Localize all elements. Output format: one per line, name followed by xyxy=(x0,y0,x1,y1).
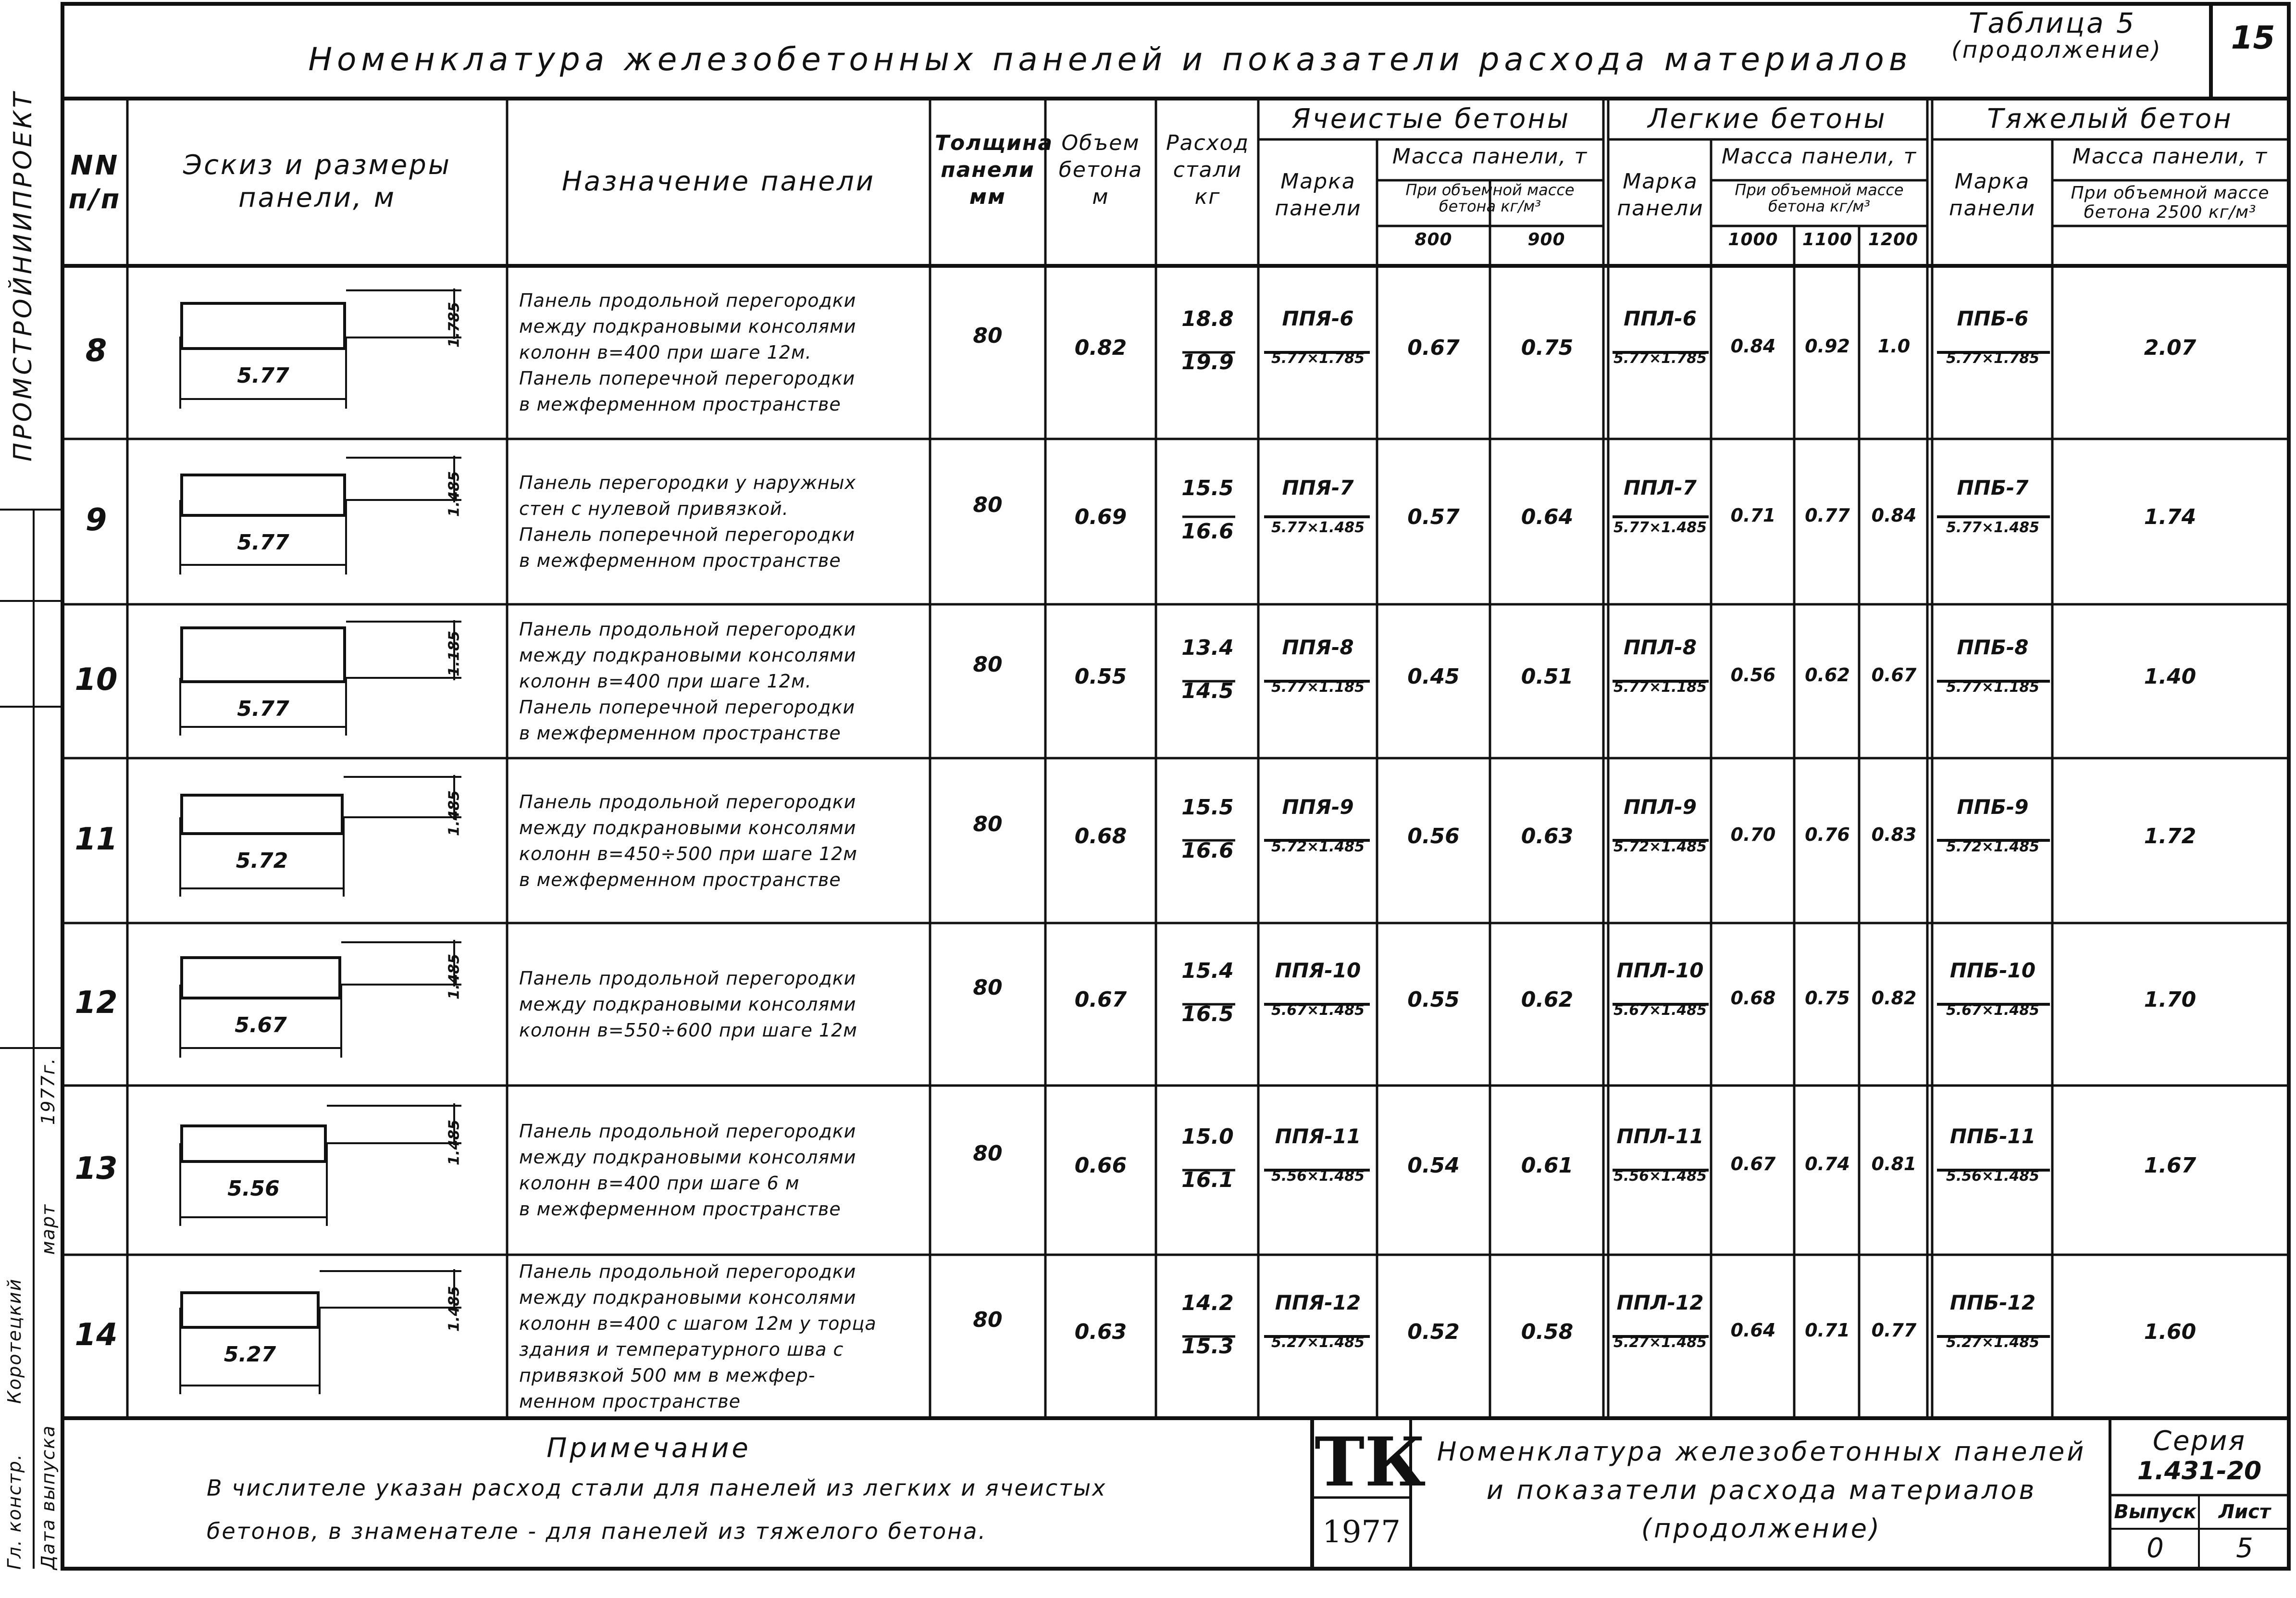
mass-900: 0.63 xyxy=(1521,824,1574,849)
cellular-dims: 5.72×1.485 xyxy=(1271,838,1365,855)
mass-1200: 0.83 xyxy=(1871,824,1917,845)
col-header-steel: Расход стали кг xyxy=(1166,131,1250,209)
cellular-mark: ППЯ-9 xyxy=(1282,795,1354,819)
light-mark: ППЛ-11 xyxy=(1616,1124,1704,1148)
concrete-volume: 0.68 xyxy=(1074,824,1127,849)
sheet-label: Лист xyxy=(2218,1501,2271,1523)
light-mark: ППЛ-8 xyxy=(1624,636,1697,659)
heavy-mark: ППБ-7 xyxy=(1957,476,2029,499)
sheet-number: 15 xyxy=(2231,19,2275,56)
steel-light: 15.5 xyxy=(1181,476,1234,500)
table-label xyxy=(1951,7,2162,63)
panel-sketch xyxy=(180,474,346,517)
steel-heavy: 16.1 xyxy=(1181,1168,1234,1192)
person-name: Коротецкий xyxy=(4,1278,25,1404)
mass-1000: 0.64 xyxy=(1730,1320,1776,1341)
purpose-line: стен с нулевой привязкой. xyxy=(519,498,789,519)
mass-900: 0.75 xyxy=(1521,336,1574,360)
concrete-volume: 0.82 xyxy=(1074,336,1127,360)
series-label: Серия xyxy=(2152,1425,2246,1457)
table-number: Таблица 5 xyxy=(1969,7,2136,39)
col-header-800: 800 xyxy=(1415,230,1452,250)
mass-900: 0.61 xyxy=(1521,1153,1574,1178)
concrete-volume: 0.63 xyxy=(1074,1320,1127,1344)
mass-1100: 0.71 xyxy=(1805,1320,1850,1341)
purpose-line: колонн в=550÷600 при шаге 12м xyxy=(519,1020,857,1041)
purpose-line: Панель поперечной перегородки xyxy=(519,524,856,545)
panel-thickness: 80 xyxy=(973,493,1003,517)
panel-thickness: 80 xyxy=(973,975,1003,1000)
col-header-sketch: Эскиз и размеры панели, м xyxy=(183,150,451,213)
purpose-line: между подкрановыми консолями xyxy=(519,1147,856,1168)
steel-light: 18.8 xyxy=(1181,307,1234,331)
panel-height: 1.485 xyxy=(446,471,463,517)
stamp-title-line-2: и показатели расхода материалов xyxy=(1486,1475,2037,1505)
note-title: Примечание xyxy=(546,1433,751,1464)
stamp-title-line-3: (продолжение) xyxy=(1641,1513,1882,1544)
series-code: 1.431-20 xyxy=(2137,1457,2262,1486)
mass-1200: 0.82 xyxy=(1871,987,1917,1009)
mass-900: 0.64 xyxy=(1521,505,1574,529)
steel-heavy: 14.5 xyxy=(1181,679,1234,703)
steel-light: 15.4 xyxy=(1181,959,1234,983)
mass-1000: 0.84 xyxy=(1730,336,1776,357)
cellular-mark: ППЯ-7 xyxy=(1282,476,1354,499)
purpose-line: в межферменном пространстве xyxy=(519,723,841,744)
release-date-label: Дата выпуска xyxy=(37,1424,59,1570)
concrete-volume: 0.55 xyxy=(1074,664,1127,689)
panel-sketch xyxy=(180,794,344,835)
steel-light: 15.0 xyxy=(1181,1124,1234,1149)
panel-height: 1.785 xyxy=(446,302,463,348)
mass-1200: 0.77 xyxy=(1871,1320,1917,1341)
col-header-1000: 1000 xyxy=(1728,230,1778,250)
row-number: 13 xyxy=(74,1151,118,1186)
purpose-line: Панель продольной перегородки xyxy=(519,290,856,311)
purpose-line: Панель поперечной перегородки xyxy=(519,368,856,389)
mass-1000: 0.67 xyxy=(1730,1153,1776,1174)
mass-1200: 1.0 xyxy=(1877,336,1911,357)
mass-900: 0.58 xyxy=(1521,1320,1574,1344)
purpose-line: колонн в=400 с шагом 12м у торца xyxy=(519,1313,877,1334)
panel-height: 1.485 xyxy=(446,790,463,836)
purpose-line: между подкрановыми консолями xyxy=(519,645,856,666)
panel-length: 5.77 xyxy=(237,530,289,555)
col-header-heavy-mark: Марка панели xyxy=(1948,169,2036,221)
heavy-mark: ППБ-10 xyxy=(1949,959,2036,982)
col-header-cell-mass: Масса панели, т xyxy=(1392,144,1588,169)
panel-thickness: 80 xyxy=(973,811,1003,836)
steel-light: 14.2 xyxy=(1181,1291,1234,1315)
purpose-line: Панель продольной перегородки xyxy=(519,619,856,640)
mass-1100: 0.77 xyxy=(1805,505,1850,526)
panel-thickness: 80 xyxy=(973,652,1003,677)
heavy-mark: ППБ-8 xyxy=(1957,636,2029,659)
purpose-line: колонн в=400 при шаге 12м. xyxy=(519,671,812,692)
purpose-line: в межферменном пространстве xyxy=(519,550,841,571)
purpose-line: колонн в=400 при шаге 12м. xyxy=(519,342,812,363)
heavy-dims: 5.72×1.485 xyxy=(1946,838,2040,855)
purpose-line: в межферменном пространстве xyxy=(519,1198,841,1220)
group-cellular: Ячеистые бетоны xyxy=(1291,103,1571,135)
panel-purpose xyxy=(519,965,928,1043)
steel-light: 15.5 xyxy=(1181,795,1234,820)
purpose-line: между подкрановыми консолями xyxy=(519,316,856,337)
mass-1100: 0.62 xyxy=(1805,664,1850,686)
steel-heavy: 16.6 xyxy=(1181,838,1234,863)
mass-800: 0.55 xyxy=(1407,987,1460,1012)
panel-thickness: 80 xyxy=(973,1308,1003,1332)
purpose-line: в межферменном пространстве xyxy=(519,394,841,415)
purpose-line: Панель продольной перегородки xyxy=(519,968,856,989)
heavy-mark: ППБ-6 xyxy=(1957,307,2029,330)
purpose-line: Панель продольной перегородки xyxy=(519,791,856,812)
release-year: 1977г. xyxy=(37,1057,59,1125)
light-dims: 5.56×1.485 xyxy=(1613,1168,1707,1185)
purpose-line: колонн в=400 при шаге 6 м xyxy=(519,1173,800,1194)
steel-light: 13.4 xyxy=(1181,636,1234,660)
purpose-line: колонн в=450÷500 при шаге 12м xyxy=(519,843,857,864)
col-header-900: 900 xyxy=(1527,230,1565,250)
col-header-cell-mark: Марка панели xyxy=(1275,169,1362,221)
heavy-mark: ППБ-12 xyxy=(1949,1291,2036,1314)
panel-purpose xyxy=(519,1118,928,1222)
light-mark: ППЛ-10 xyxy=(1616,959,1704,982)
issue-label: Выпуск xyxy=(2114,1501,2197,1523)
row-number: 12 xyxy=(74,985,118,1021)
panel-length: 5.67 xyxy=(235,1013,287,1037)
panel-sketch xyxy=(180,626,346,683)
row-number: 10 xyxy=(74,662,118,698)
cellular-dims: 5.77×1.485 xyxy=(1271,519,1365,536)
cellular-mark: ППЯ-10 xyxy=(1275,959,1361,982)
panel-sketch xyxy=(180,1291,320,1329)
mass-1200: 0.81 xyxy=(1871,1153,1917,1174)
heavy-dims: 5.67×1.485 xyxy=(1946,1002,2040,1019)
light-dims: 5.77×1.185 xyxy=(1613,679,1707,696)
mass-2500: 1.60 xyxy=(2144,1320,2197,1344)
row-number: 14 xyxy=(74,1317,118,1353)
light-dims: 5.72×1.485 xyxy=(1613,838,1707,855)
issue-value: 0 xyxy=(2147,1533,2164,1564)
mass-2500: 1.74 xyxy=(2144,505,2197,529)
stamp-year: 1977 xyxy=(1322,1514,1401,1550)
panel-sketch xyxy=(180,1124,327,1163)
panel-height: 1.485 xyxy=(446,1120,463,1165)
mass-1100: 0.76 xyxy=(1805,824,1850,845)
col-header-light-mass: Масса панели, т xyxy=(1721,144,1917,169)
purpose-line: Панель продольной перегородки xyxy=(519,1121,856,1142)
mass-1100: 0.74 xyxy=(1805,1153,1850,1174)
panel-height: 1.485 xyxy=(446,954,463,999)
purpose-line: Панель перегородки у наружных xyxy=(519,472,856,493)
mass-2500: 1.67 xyxy=(2144,1153,2197,1178)
col-header-heavy-density: При объемной массе бетона 2500 кг/м³ xyxy=(2071,183,2270,222)
release-month: март xyxy=(37,1203,59,1255)
heavy-mark: ППБ-11 xyxy=(1949,1124,2036,1148)
cellular-dims: 5.77×1.185 xyxy=(1271,679,1365,696)
light-mark: ППЛ-7 xyxy=(1624,476,1697,499)
stamp-title-line-1: Номенклатура железобетонных панелей xyxy=(1437,1436,2086,1467)
mass-800: 0.56 xyxy=(1407,824,1460,849)
mass-2500: 1.70 xyxy=(2144,987,2197,1012)
note-line-2: бетонов, в знаменателе - для панелей из тяжелого бетона. xyxy=(207,1518,987,1544)
panel-thickness: 80 xyxy=(973,1141,1003,1166)
mass-800: 0.54 xyxy=(1407,1153,1460,1178)
mass-800: 0.67 xyxy=(1407,336,1460,360)
heavy-dims: 5.77×1.185 xyxy=(1946,679,2040,696)
panel-purpose xyxy=(519,789,928,893)
col-header-light-density: При объемной массе бетона кг/м³ xyxy=(1735,181,1904,215)
panel-length: 5.77 xyxy=(237,363,289,388)
steel-heavy: 16.5 xyxy=(1181,1002,1234,1026)
cellular-dims: 5.77×1.785 xyxy=(1271,350,1365,367)
concrete-volume: 0.66 xyxy=(1074,1153,1127,1178)
cellular-mark: ППЯ-6 xyxy=(1282,307,1354,330)
light-mark: ППЛ-9 xyxy=(1624,795,1697,819)
cellular-mark: ППЯ-11 xyxy=(1275,1124,1361,1148)
group-light: Легкие бетоны xyxy=(1648,103,1887,135)
purpose-line: Панель поперечной перегородки xyxy=(519,697,856,718)
panel-thickness: 80 xyxy=(973,324,1003,348)
org-label: ПРОМСТРОЙНИИПРОЕКТ xyxy=(9,89,37,462)
col-header-heavy-mass: Масса панели, т xyxy=(2072,144,2268,169)
col-header-thickness: Толщина панели мм xyxy=(935,131,1054,209)
mass-1000: 0.71 xyxy=(1730,505,1776,526)
cellular-dims: 5.67×1.485 xyxy=(1271,1002,1365,1019)
panel-purpose xyxy=(519,1259,928,1414)
mass-1000: 0.68 xyxy=(1730,987,1776,1009)
purpose-line: Панель продольной перегородки xyxy=(519,1261,856,1282)
mass-800: 0.45 xyxy=(1407,664,1460,689)
group-heavy: Тяжелый бетон xyxy=(1987,103,2233,135)
heavy-dims: 5.27×1.485 xyxy=(1946,1334,2040,1351)
panel-purpose xyxy=(519,287,928,417)
mass-1100: 0.75 xyxy=(1805,987,1850,1009)
col-header-cell-density: При объемной массе бетона кг/м³ xyxy=(1405,181,1575,215)
light-dims: 5.67×1.485 xyxy=(1613,1002,1707,1019)
light-dims: 5.77×1.485 xyxy=(1613,519,1707,536)
mass-800: 0.52 xyxy=(1407,1320,1460,1344)
panel-length: 5.77 xyxy=(237,697,289,721)
panel-height: 1.185 xyxy=(446,631,463,676)
cellular-dims: 5.27×1.485 xyxy=(1271,1334,1365,1351)
mass-1200: 0.67 xyxy=(1871,664,1917,686)
mass-1100: 0.92 xyxy=(1805,336,1850,357)
cellular-mark: ППЯ-8 xyxy=(1282,636,1354,659)
purpose-line: здания и температурного шва с xyxy=(519,1339,844,1360)
mass-2500: 1.72 xyxy=(2144,824,2197,849)
tk-logo: ТК xyxy=(1315,1423,1426,1502)
col-header-light-mark: Марка панели xyxy=(1617,169,1704,221)
sheet-value: 5 xyxy=(2236,1533,2253,1564)
light-mark: ППЛ-12 xyxy=(1616,1291,1704,1314)
col-header-purpose: Назначение панели xyxy=(561,166,876,197)
purpose-line: в межферменном пространстве xyxy=(519,869,841,890)
row-number: 9 xyxy=(85,502,107,538)
mass-1000: 0.56 xyxy=(1730,664,1776,686)
mass-900: 0.62 xyxy=(1521,987,1574,1012)
concrete-volume: 0.67 xyxy=(1074,987,1127,1012)
panel-height: 1.485 xyxy=(446,1286,463,1332)
heavy-dims: 5.77×1.485 xyxy=(1946,519,2040,536)
heavy-mark: ППБ-9 xyxy=(1957,795,2029,819)
purpose-line: между подкрановыми консолями xyxy=(519,1287,856,1308)
steel-heavy: 16.6 xyxy=(1181,519,1234,544)
purpose-line: между подкрановыми консолями xyxy=(519,817,856,838)
cellular-mark: ППЯ-12 xyxy=(1275,1291,1361,1314)
light-dims: 5.27×1.485 xyxy=(1613,1334,1707,1351)
panel-sketch xyxy=(180,302,346,350)
purpose-line: привязкой 500 мм в межфер- xyxy=(519,1365,816,1386)
steel-heavy: 19.9 xyxy=(1181,350,1234,375)
panel-purpose xyxy=(519,616,928,746)
col-header-1100: 1100 xyxy=(1802,230,1853,250)
mass-1200: 0.84 xyxy=(1871,505,1917,526)
panel-purpose xyxy=(519,470,928,574)
chief-designer-label: Гл. констр. xyxy=(4,1453,25,1570)
heavy-dims: 5.77×1.785 xyxy=(1946,350,2040,367)
panel-length: 5.56 xyxy=(227,1176,280,1201)
purpose-line: между подкрановыми консолями xyxy=(519,994,856,1015)
mass-900: 0.51 xyxy=(1521,664,1574,689)
purpose-line: менном пространстве xyxy=(519,1391,741,1412)
col-header-num: NN п/п xyxy=(68,150,122,215)
steel-heavy: 15.3 xyxy=(1181,1334,1234,1359)
col-header-1200: 1200 xyxy=(1868,230,1919,250)
panel-sketch xyxy=(180,956,341,999)
light-mark: ППЛ-6 xyxy=(1624,307,1697,330)
note-text xyxy=(207,1466,1303,1553)
col-header-volume: Объем бетона м xyxy=(1058,131,1143,209)
mass-1000: 0.70 xyxy=(1730,824,1776,845)
concrete-volume: 0.69 xyxy=(1074,505,1127,529)
row-number: 11 xyxy=(74,821,118,857)
row-number: 8 xyxy=(85,333,107,369)
light-dims: 5.77×1.785 xyxy=(1613,350,1707,367)
panel-length: 5.27 xyxy=(223,1342,276,1367)
panel-length: 5.72 xyxy=(236,848,288,873)
stamp-title xyxy=(1415,1433,2108,1548)
mass-2500: 1.40 xyxy=(2144,664,2197,689)
page-title: Номенклатура железобетонных панелей и показатели расхода материалов xyxy=(308,41,1912,78)
table-continuation: (продолжение) xyxy=(1951,37,2162,63)
cellular-dims: 5.56×1.485 xyxy=(1271,1168,1365,1185)
heavy-dims: 5.56×1.485 xyxy=(1946,1168,2040,1185)
mass-800: 0.57 xyxy=(1407,505,1460,529)
note-line-1: В числителе указан расход стали для панелей из легких и ячеистых xyxy=(207,1475,1107,1501)
mass-2500: 2.07 xyxy=(2144,336,2197,360)
